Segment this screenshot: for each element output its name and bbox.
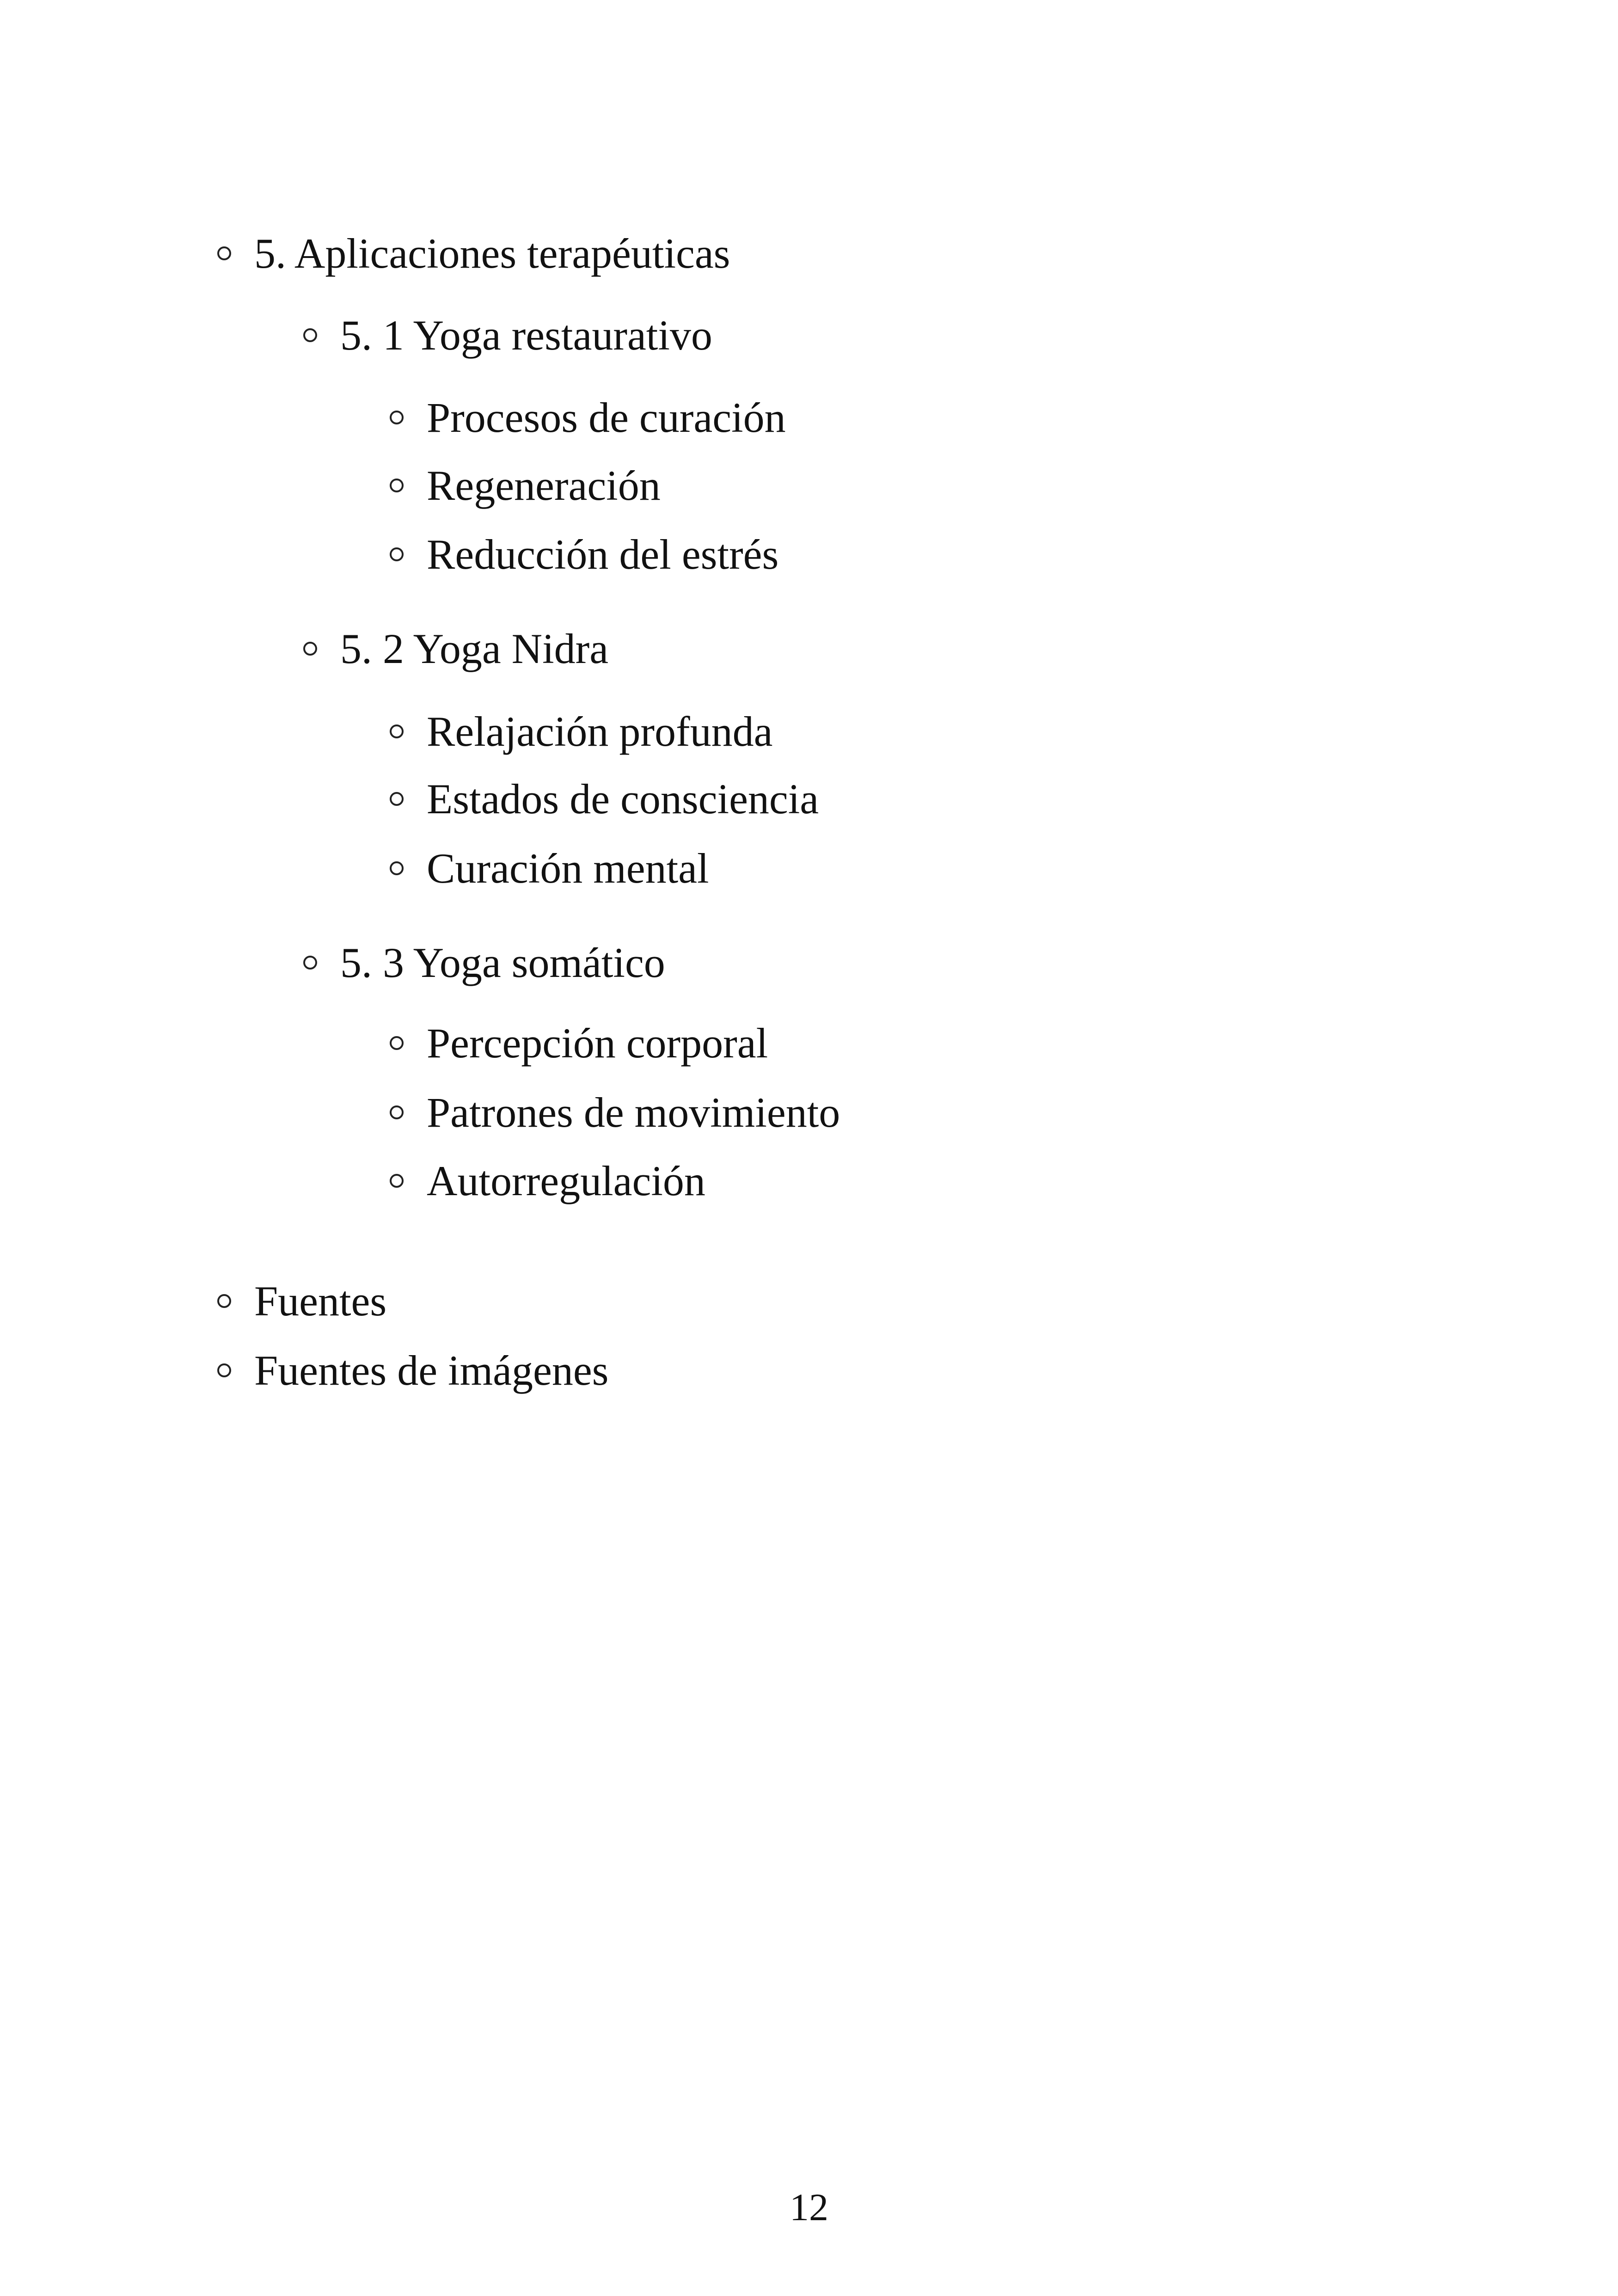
outline-item-label: 5. 2 Yoga Nidra <box>340 625 609 672</box>
outline-item-label: Curación mental <box>427 845 709 892</box>
hollow-bullet-icon <box>303 328 317 342</box>
outline-item-patrones-de-movimiento <box>390 1091 840 1134</box>
outline-item-label: Procesos de curación <box>427 394 786 441</box>
outline-item-label: 5. 1 Yoga restaurativo <box>340 312 712 359</box>
outline-item-regeneracion <box>390 464 661 507</box>
outline-item-label: Patrones de movimiento <box>427 1089 840 1136</box>
page-number: 12 <box>790 2186 828 2229</box>
outline-item-label: Fuentes <box>254 1277 387 1325</box>
outline-item-label: 5. 3 Yoga somático <box>340 939 665 986</box>
hollow-bullet-icon <box>390 547 404 561</box>
hollow-bullet-icon <box>303 642 317 656</box>
outline-item-label: Regeneración <box>427 462 661 509</box>
hollow-bullet-icon <box>217 246 231 260</box>
outline-item-label: Estados de consciencia <box>427 775 819 823</box>
outline-item-label: Relajación profunda <box>427 708 773 755</box>
hollow-bullet-icon <box>390 479 404 492</box>
outline-item-relajacion-profunda <box>390 710 773 753</box>
outline-item-yoga-somatico <box>303 941 665 984</box>
hollow-bullet-icon <box>390 724 404 738</box>
outline-item-percepcion-corporal <box>390 1019 768 1067</box>
outline-item-autorregulacion <box>390 1157 705 1204</box>
outline-item-fuentes <box>217 1277 387 1325</box>
hollow-bullet-icon <box>217 1363 231 1377</box>
outline-item-fuentes-de-imagenes <box>217 1349 608 1392</box>
outline-item-estados-de-consciencia <box>390 775 819 823</box>
outline-item-label: Reducción del estrés <box>427 531 779 578</box>
hollow-bullet-icon <box>303 956 317 970</box>
hollow-bullet-icon <box>390 792 404 806</box>
hollow-bullet-icon <box>390 861 404 875</box>
hollow-bullet-icon <box>390 1174 404 1188</box>
outline-item-label: 5. Aplicaciones terapéuticas <box>254 230 730 277</box>
outline-item-label: Fuentes de imágenes <box>254 1347 609 1394</box>
outline-item-yoga-restaurativo <box>303 312 712 359</box>
outline-item-label: Percepción corporal <box>427 1019 768 1067</box>
outline-item-section-5 <box>217 232 730 275</box>
hollow-bullet-icon <box>390 1036 404 1050</box>
hollow-bullet-icon <box>390 411 404 424</box>
outline-item-label: Autorregulación <box>427 1157 705 1204</box>
hollow-bullet-icon <box>217 1294 231 1308</box>
outline-item-reduccion-del-estres <box>390 533 778 576</box>
hollow-bullet-icon <box>390 1105 404 1119</box>
outline-item-procesos-de-curacion <box>390 396 786 439</box>
outline-item-curacion-mental <box>390 847 709 890</box>
outline-item-yoga-nidra <box>303 627 608 670</box>
